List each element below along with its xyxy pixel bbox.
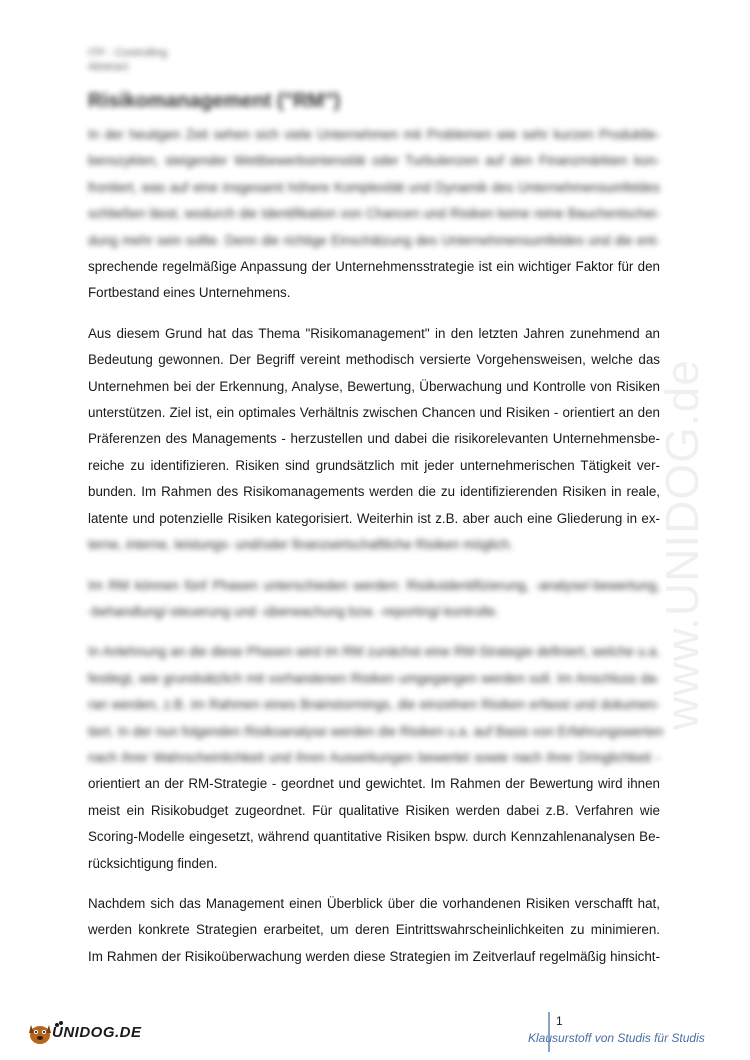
page-number: 1 — [556, 1014, 563, 1028]
text-line: Aus diesem Grund hat das Thema "Risikomanagement" in den letzten Jahren zunehmend an — [88, 325, 660, 341]
paragraph — [88, 639, 664, 877]
course-label: ITP - Controlling — [88, 47, 168, 59]
blurred-text-line: In Anlehnung an die diese Phasen wird im RM zunächst eine RM-Strategie definiert, welche u.a. — [88, 644, 660, 660]
blurred-text-line: In der heutigen Zeit sehen sich viele Unternehmen mit Problemen wie sehr kurzen Produktle- — [88, 127, 660, 142]
text-line: Fortbestand eines Unternehmens. — [88, 285, 291, 301]
paragraph-spacer — [88, 307, 660, 321]
paragraph-spacer — [88, 559, 660, 573]
document-body — [88, 122, 664, 970]
paragraph-spacer — [88, 625, 660, 639]
text-line: Nachdem sich das Management einen Überblick über die vorhandenen Risiken verschafft hat, — [88, 895, 660, 911]
text-line: Bedeutung gewonnen. Der Begriff vereint methodisch versierte Vorgehensweisen, welche das — [88, 352, 660, 368]
doc-type-label: Abstract — [88, 61, 129, 73]
watermark-text: www.UNIDOG.de — [656, 359, 708, 730]
text-line: orientiert an der RM-Strategie - geordnet und gewichtet. Im Rahmen der Bewertung wird ihnen — [88, 776, 660, 792]
text-line: unterstützen. Ziel ist, ein optimales Verhältnis zwischen Chancen und Risiken - orientiert an den — [88, 405, 660, 421]
blurred-text-line: ran werden, z.B. im Rahmen eines Brainstormings, die einzelnen Risiken erfasst und dokumen- — [88, 697, 660, 713]
blurred-text-line: schließen lässt, wodurch die Identifikation von Chancen und Risiken keine reine Bauchentschei- — [88, 206, 660, 222]
blurred-text-line: nach ihrer Wahrscheinlichkeit und ihren Auswirkungen bewertet sowie nach ihrer Dringlichkeit - — [88, 749, 660, 765]
text-line: sprechende regelmäßige Anpassung der Unternehmensstrategie ist ein wichtiger Faktor für den — [88, 259, 660, 275]
footer-tagline: Klausurstoff von Studis für Studis — [528, 1031, 705, 1045]
text-line: reiche zu identifizieren. Risiken sind grundsätzlich mit jeder unternehmerischen Tätigkeit ver- — [88, 457, 660, 473]
document-header — [88, 46, 167, 74]
text-line: meist ein Risikobudget zugeordnet. Für qualitative Risiken werden dabei z.B. Verfahren wie — [88, 802, 660, 818]
paragraph — [88, 891, 660, 970]
paragraph — [88, 321, 660, 559]
paragraph-spacer — [88, 877, 660, 891]
text-line: Im Rahmen der Risikoüberwachung werden diese Strategien im Zeitverlauf regelmäßig hinsicht- — [88, 948, 660, 964]
page-title: Risikomanagement ("RM") — [88, 90, 341, 112]
text-line: bunden. Im Rahmen des Risikomanagements werden die zu identifizierenden Risiken in reale, — [88, 484, 660, 500]
blurred-text-line: tiert. In der nun folgenden Risikoanalyse werden die Risiken u.a. auf Basis von Erfahrungswerten — [88, 723, 664, 739]
paragraph — [88, 122, 660, 307]
blurred-text-line: terne, interne, leistungs- und/oder finanzwirtschaftliche Risiken möglich. — [88, 537, 513, 553]
text-line: Scoring-Modelle eingesetzt, während quantitative Risiken bspw. durch Kennzahlenanalysen Be- — [88, 829, 660, 845]
text-line: werden konkrete Strategien erarbeitet, um deren Eintrittswahrscheinlichkeiten zu minimieren. — [88, 922, 660, 938]
blurred-text-line: benszyklen, steigender Wettbewerbsintensität oder Turbulenzen auf den Finanzmärkten kon- — [88, 153, 660, 169]
paragraph — [88, 573, 660, 626]
logo-text: UNIDOG.DE — [52, 1024, 142, 1041]
text-line: Unternehmen bei der Erkennung, Analyse, Bewertung, Überwachung und Kontrolle von Risiken — [88, 378, 660, 394]
text-line: latente und potenzielle Risiken kategorisiert. Weiterhin ist z.B. aber auch eine Gliederung in ex- — [88, 510, 660, 526]
blurred-text-line: frontiert, was auf eine insgesamt höhere Komplexität und Dynamik des Unternehmensumfeldes — [88, 179, 660, 195]
blurred-text-line: festlegt, wie grundsätzlich mit vorhandenen Risiken umgegangen werden soll. Im Anschluss da- — [88, 670, 660, 686]
blurred-text-line: dung mehr sein sollte. Denn die richtige Einschätzung des Unternehmensumfeldes und die ent- — [88, 232, 660, 248]
blurred-text-line: -behandlung/-steuerung und -überwachung bzw. -reporting/-kontrolle. — [88, 603, 499, 619]
text-line: rücksichtigung finden. — [88, 855, 218, 871]
text-line: Präferenzen des Managements - herzustellen und dabei die risikorelevanten Unternehmensbe- — [88, 431, 660, 447]
blurred-text-line: Im RM können fünf Phasen unterschieden werden: Risikoidentifizierung, -analyse/-bewertung, — [88, 577, 660, 593]
